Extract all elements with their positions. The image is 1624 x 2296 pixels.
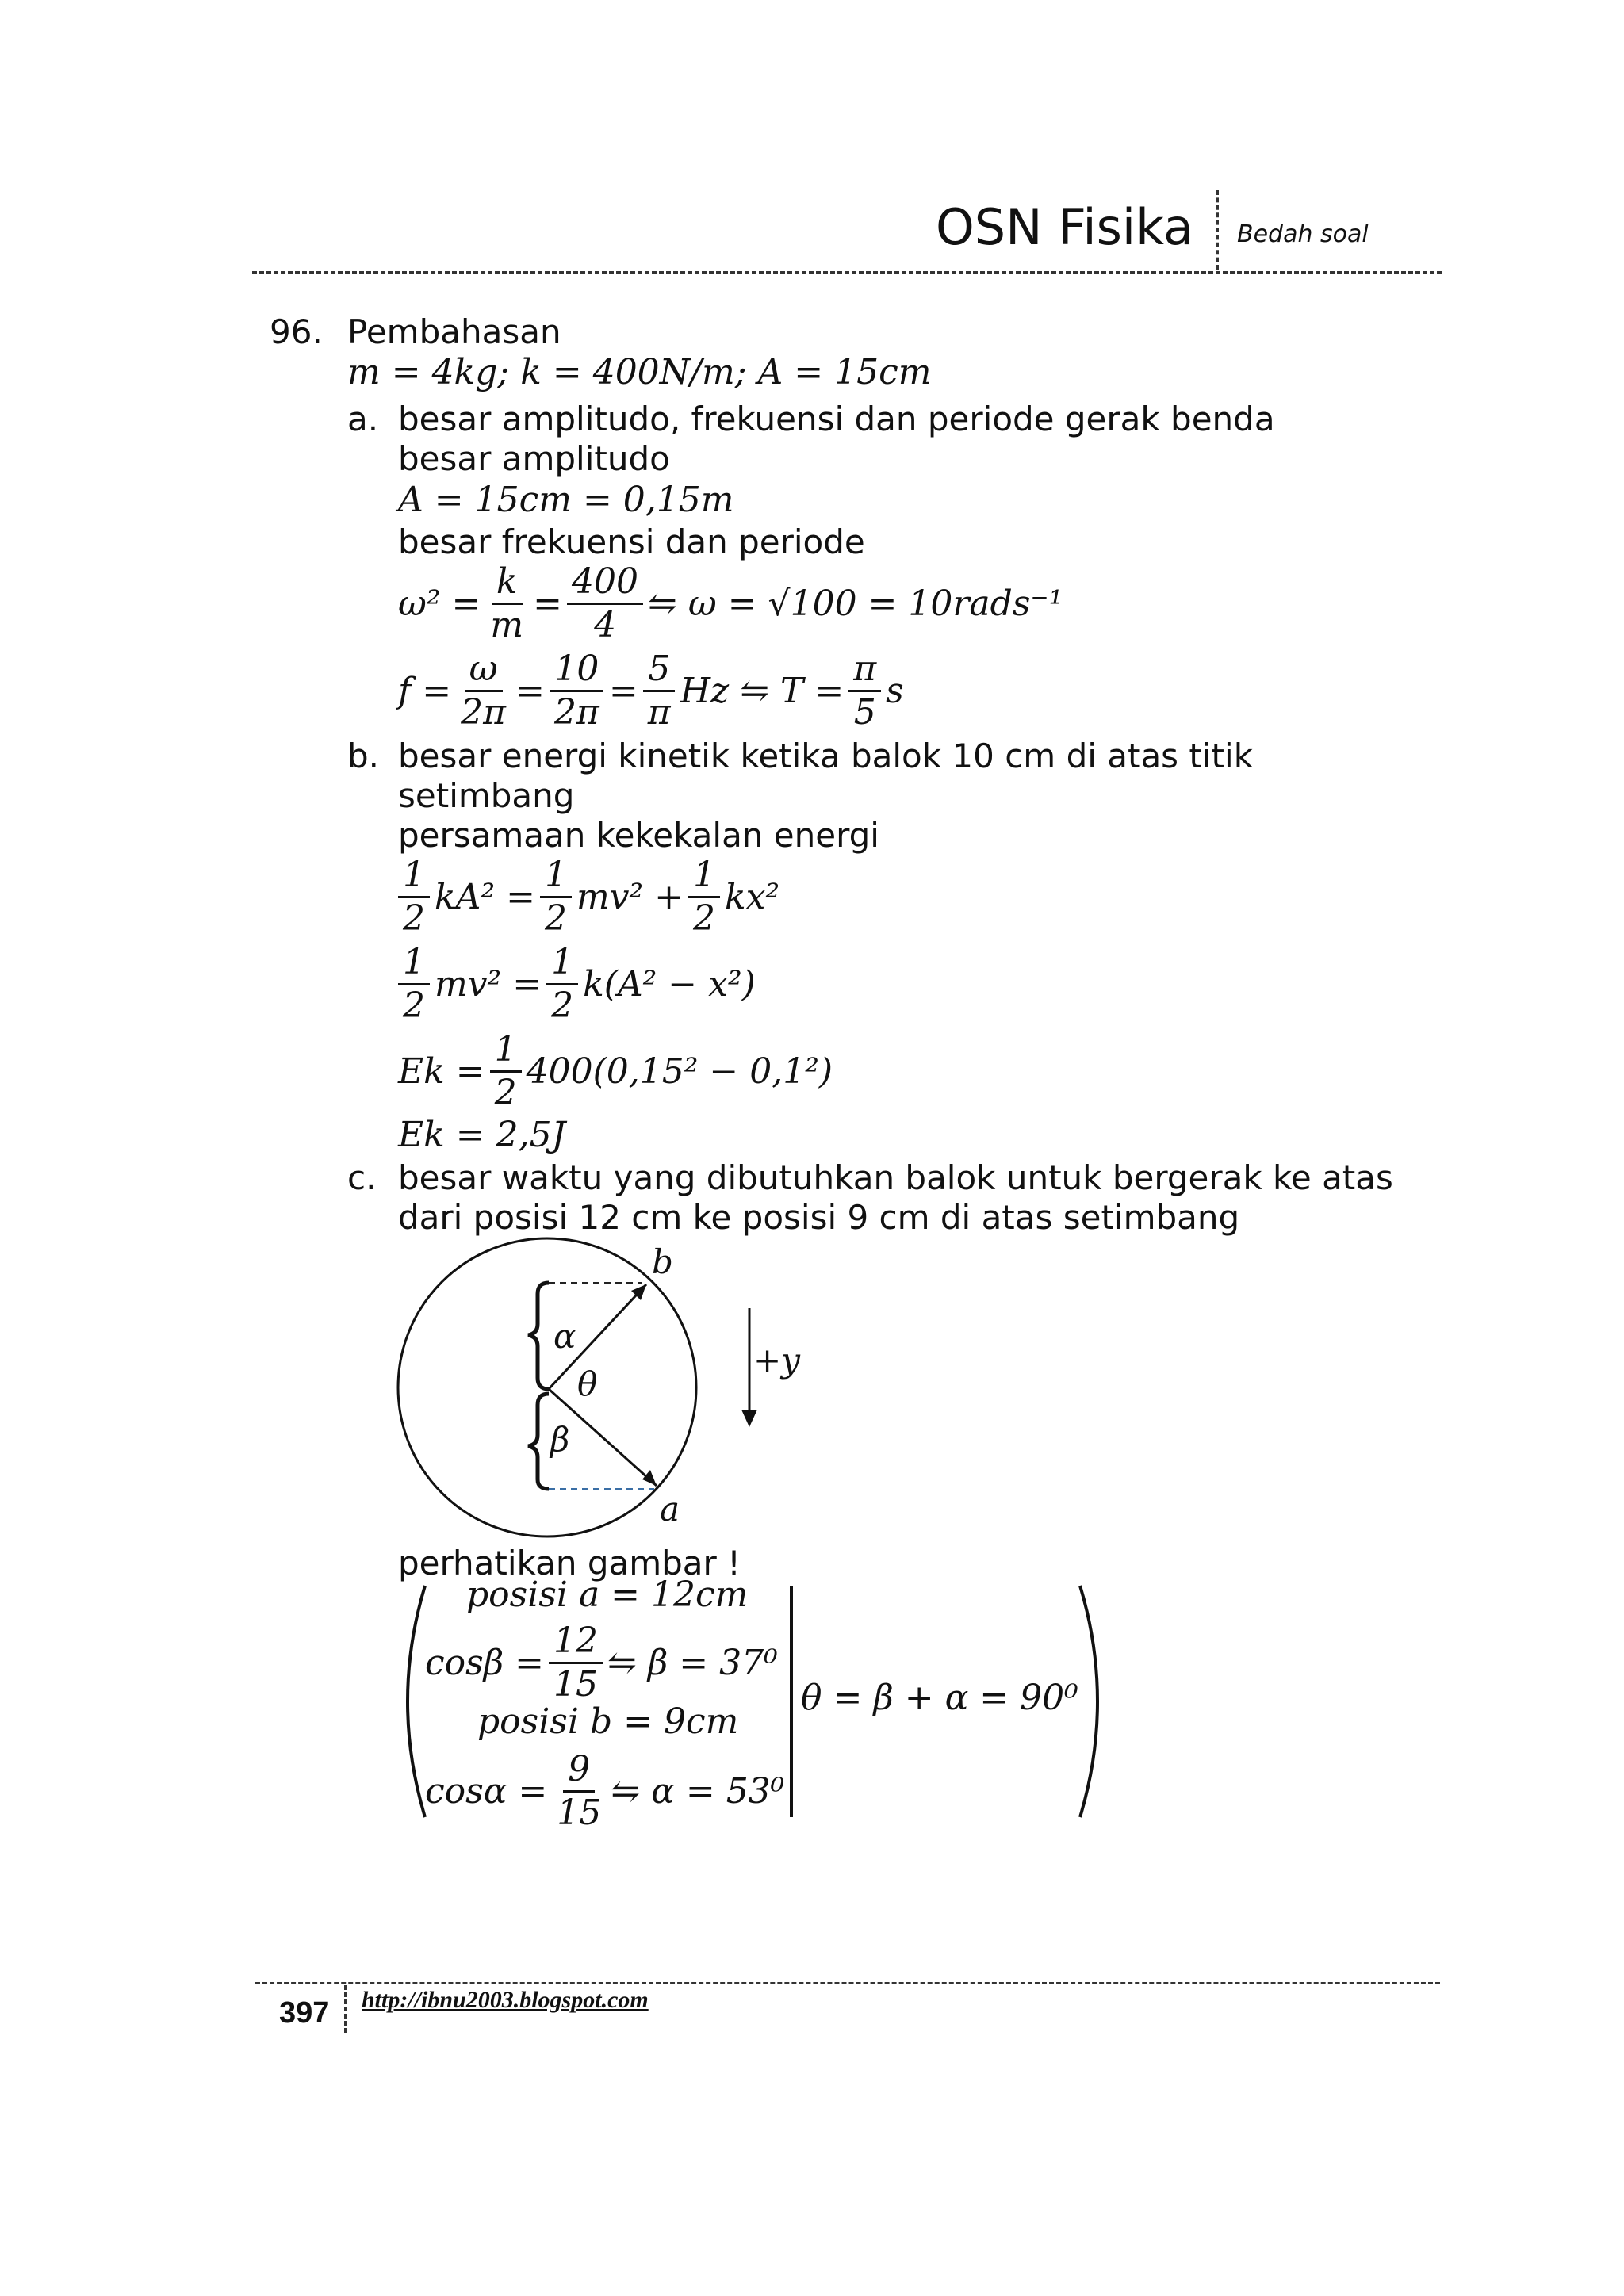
cosa-lhs: cosα =	[425, 1771, 548, 1812]
given-values: m = 4kg; k = 400N/m; A = 15cm	[347, 352, 932, 392]
denominator: 2	[494, 1073, 517, 1113]
numerator: 1	[398, 942, 430, 985]
equals-sign: =	[515, 671, 545, 711]
fraction	[485, 561, 528, 646]
cos-alpha-eq	[425, 1749, 784, 1834]
header-divider	[1216, 190, 1219, 270]
eq1-c: kx²	[725, 877, 780, 917]
cos-beta-eq	[425, 1621, 778, 1705]
eq1-a: kA² =	[435, 877, 535, 917]
part-b-sub1: persamaan kekekalan energi	[398, 816, 879, 855]
denominator: 2	[693, 898, 716, 939]
numerator: 1	[398, 855, 430, 898]
numerator: ω	[465, 649, 503, 692]
y-axis-arrowhead	[741, 1410, 757, 1427]
part-a-sub2: besar frekuensi dan periode	[398, 522, 865, 561]
numerator: 1	[688, 855, 720, 898]
amplitude-eq: A = 15cm = 0,15m	[398, 480, 734, 520]
numerator: 1	[540, 855, 572, 898]
equals-sign: =	[608, 671, 638, 711]
fraction	[848, 649, 881, 733]
fraction	[456, 649, 511, 733]
cosa-rhs: ⇋ α = 53⁰	[611, 1771, 785, 1812]
label-alpha: α	[553, 1317, 576, 1356]
denominator: 2	[403, 985, 425, 1026]
omega-equation	[398, 561, 1063, 646]
part-b-text1: besar energi kinetik ketika balok 10 cm di atas titik	[398, 737, 1254, 775]
f-lhs: f =	[398, 671, 452, 711]
denominator: 5	[853, 692, 876, 733]
footer-url-link[interactable]: http://ibnu2003.blogspot.com	[362, 1987, 649, 2013]
arrowhead-a	[642, 1470, 657, 1486]
position-a: posisi a = 12cm	[466, 1575, 749, 1615]
denominator: 2π	[553, 692, 599, 733]
eq2-b: k(A² − x²)	[583, 964, 756, 1004]
numerator: 1	[546, 942, 578, 985]
part-c-text2: dari posisi 12 cm ke posisi 9 cm di atas setimbang	[398, 1198, 1240, 1237]
eq1-b: mv² +	[576, 877, 684, 917]
theta-sum-eq: θ = β + α = 90⁰	[801, 1678, 1078, 1718]
page-number: 397	[279, 1996, 330, 2030]
fraction	[550, 649, 604, 733]
position-b: posisi b = 9cm	[477, 1701, 739, 1742]
reference-circle-diagram	[381, 1237, 856, 1538]
part-a-label: a.	[347, 400, 379, 438]
problem-number: 96.	[270, 312, 323, 351]
part-a-sub1: besar amplitudo	[398, 439, 670, 478]
footer-divider	[344, 1985, 347, 2033]
f-mid: Hz ⇋ T =	[680, 671, 845, 711]
f-end: s	[886, 671, 904, 711]
eq3-lhs: Ek =	[398, 1051, 485, 1092]
eq2-a: mv² =	[435, 964, 542, 1004]
numerator: 5	[643, 649, 675, 692]
numerator: 9	[563, 1749, 595, 1793]
fraction-half	[490, 1029, 522, 1114]
left-paren	[408, 1586, 425, 1817]
fraction-half	[688, 855, 720, 939]
fraction-half	[546, 942, 578, 1027]
brace-alpha	[528, 1283, 549, 1389]
numerator: 1	[490, 1029, 522, 1073]
omega-rest: ⇋ ω = √100 = 10rads⁻¹	[647, 584, 1063, 624]
footer-rule	[255, 1982, 1440, 1984]
eq3-rhs: 400(0,15² − 0,1²)	[526, 1051, 833, 1092]
frequency-equation	[398, 649, 904, 733]
problem-heading: Pembahasan	[347, 312, 561, 351]
header-rule	[252, 271, 1442, 274]
fraction	[567, 561, 643, 646]
numerator: 12	[549, 1621, 603, 1664]
denominator: 2	[544, 898, 567, 939]
header-subtitle: Bedah soal	[1237, 220, 1369, 248]
fraction-half	[398, 855, 430, 939]
ek-substitution-eq	[398, 1029, 833, 1114]
part-c-label: c.	[347, 1158, 377, 1197]
fraction-half	[540, 855, 572, 939]
fraction	[552, 1749, 606, 1834]
diagram-note: perhatikan gambar !	[398, 1544, 741, 1582]
fraction	[549, 1621, 603, 1705]
energy-conservation-eq	[393, 855, 779, 939]
part-c-text1: besar waktu yang dibutuhkan balok untuk bergerak ke atas	[398, 1158, 1393, 1197]
numerator: π	[848, 649, 881, 692]
label-a: a	[660, 1490, 680, 1529]
ek-result: Ek = 2,5J	[398, 1115, 566, 1155]
numerator: 400	[567, 561, 643, 605]
denominator: 4	[593, 605, 616, 645]
equals-sign: =	[533, 584, 562, 624]
cosb-lhs: cosβ =	[425, 1643, 545, 1683]
fraction	[643, 649, 676, 733]
right-paren	[1080, 1586, 1097, 1817]
denominator: 15	[553, 1664, 599, 1705]
label-plus-y: +y	[753, 1341, 800, 1380]
part-b-text2: setimbang	[398, 776, 575, 815]
cosb-rhs: ⇋ β = 37⁰	[607, 1643, 778, 1683]
part-a-text: besar amplitudo, frekuensi dan periode gerak benda	[398, 400, 1275, 438]
label-theta: θ	[577, 1364, 598, 1403]
denominator: 2π	[461, 692, 507, 733]
part-b-label: b.	[347, 737, 380, 775]
denominator: 2	[403, 898, 425, 939]
denominator: 15	[557, 1793, 602, 1833]
kinetic-energy-eq	[393, 942, 756, 1027]
numerator: k	[492, 561, 523, 605]
label-beta: β	[550, 1420, 570, 1459]
denominator: π	[647, 692, 671, 733]
label-b: b	[652, 1242, 673, 1281]
fraction-half	[398, 942, 430, 1027]
omega-lhs: ω² =	[398, 584, 481, 624]
header-title: OSN Fisika	[936, 198, 1193, 256]
denominator: m	[490, 605, 524, 645]
numerator: 10	[550, 649, 603, 692]
brace-beta	[528, 1394, 549, 1489]
denominator: 2	[551, 985, 574, 1026]
